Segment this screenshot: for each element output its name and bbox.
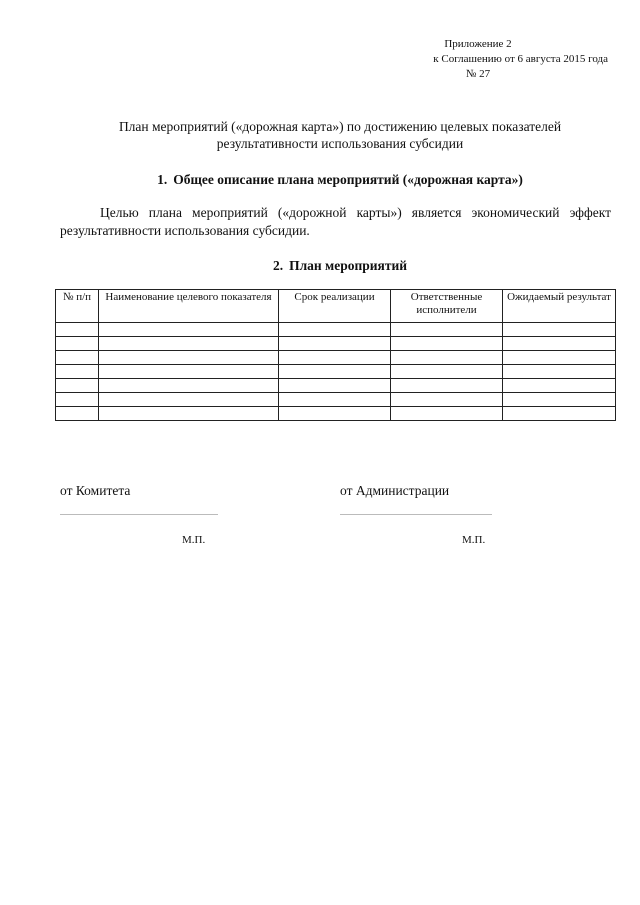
plan-title-line-2: результативности использования субсидии	[216, 136, 464, 151]
table-cell	[279, 351, 391, 365]
section-1-title: Общее описание плана мероприятий («дорожная карта»)	[173, 172, 523, 187]
plan-title	[60, 118, 620, 152]
table-cell	[503, 365, 616, 379]
table-row	[56, 407, 616, 421]
table-cell	[391, 365, 503, 379]
committee-stamp-label: М.П.	[182, 534, 206, 546]
table-cell	[99, 407, 279, 421]
table-cell	[99, 365, 279, 379]
table-cell	[391, 323, 503, 337]
table-cell	[279, 323, 391, 337]
table-cell	[99, 379, 279, 393]
section-2-title: План мероприятий	[289, 258, 408, 273]
annex-agreement-reference: к Соглашению от 6 августа 2015 года	[433, 53, 608, 65]
header-indicator-name: Наименование целевого показателя	[99, 290, 279, 323]
administration-stamp-label: М.П.	[462, 534, 486, 546]
section-1-heading	[60, 172, 620, 188]
table-cell	[279, 337, 391, 351]
table-row	[56, 351, 616, 365]
table-header-row	[56, 290, 616, 323]
administration-signature-line	[340, 514, 492, 515]
table-cell	[99, 323, 279, 337]
action-plan-table	[55, 289, 616, 421]
committee-signature-label: от Комитета	[60, 483, 131, 498]
table-cell	[279, 407, 391, 421]
annex-agreement-number: № 27	[465, 68, 491, 80]
annex-header	[348, 37, 608, 82]
header-deadline: Срок реализации	[279, 290, 391, 323]
table-cell	[56, 393, 99, 407]
administration-signature-label: от Администрации	[340, 483, 450, 498]
table-cell	[391, 337, 503, 351]
table-cell	[503, 337, 616, 351]
table-row	[56, 365, 616, 379]
table-cell	[279, 379, 391, 393]
table-cell	[391, 393, 503, 407]
annex-number: Приложение 2	[444, 38, 512, 50]
table-cell	[503, 407, 616, 421]
plan-title-line-1: План мероприятий («дорожная карта») по достижению целевых показателей	[118, 119, 562, 134]
section-2-heading	[60, 258, 620, 274]
table-cell	[56, 379, 99, 393]
table-cell	[99, 337, 279, 351]
table-row	[56, 323, 616, 337]
table-cell	[279, 393, 391, 407]
table-cell	[56, 323, 99, 337]
table-cell	[391, 407, 503, 421]
table-cell	[503, 323, 616, 337]
header-number: № п/п	[56, 290, 99, 323]
table-cell	[56, 407, 99, 421]
table-cell	[56, 337, 99, 351]
committee-signature-line	[60, 514, 218, 515]
table-cell	[503, 379, 616, 393]
table-cell	[99, 351, 279, 365]
table-cell	[279, 365, 391, 379]
table-cell	[391, 379, 503, 393]
table-cell	[503, 351, 616, 365]
table-row	[56, 393, 616, 407]
header-expected-result: Ожидаемый результат	[503, 290, 616, 323]
table-row	[56, 379, 616, 393]
table-cell	[99, 393, 279, 407]
header-responsible: Ответственные исполнители	[391, 290, 503, 323]
table-cell	[56, 365, 99, 379]
section-1-number: 1.	[157, 172, 168, 187]
plan-description-paragraph: Целью плана мероприятий («дорожной карты») является экономический эффект результативности использования субсидии.	[60, 205, 611, 238]
table-cell	[391, 351, 503, 365]
table-cell	[56, 351, 99, 365]
section-2-number: 2.	[272, 258, 284, 273]
table-cell	[503, 393, 616, 407]
table-row	[56, 337, 616, 351]
